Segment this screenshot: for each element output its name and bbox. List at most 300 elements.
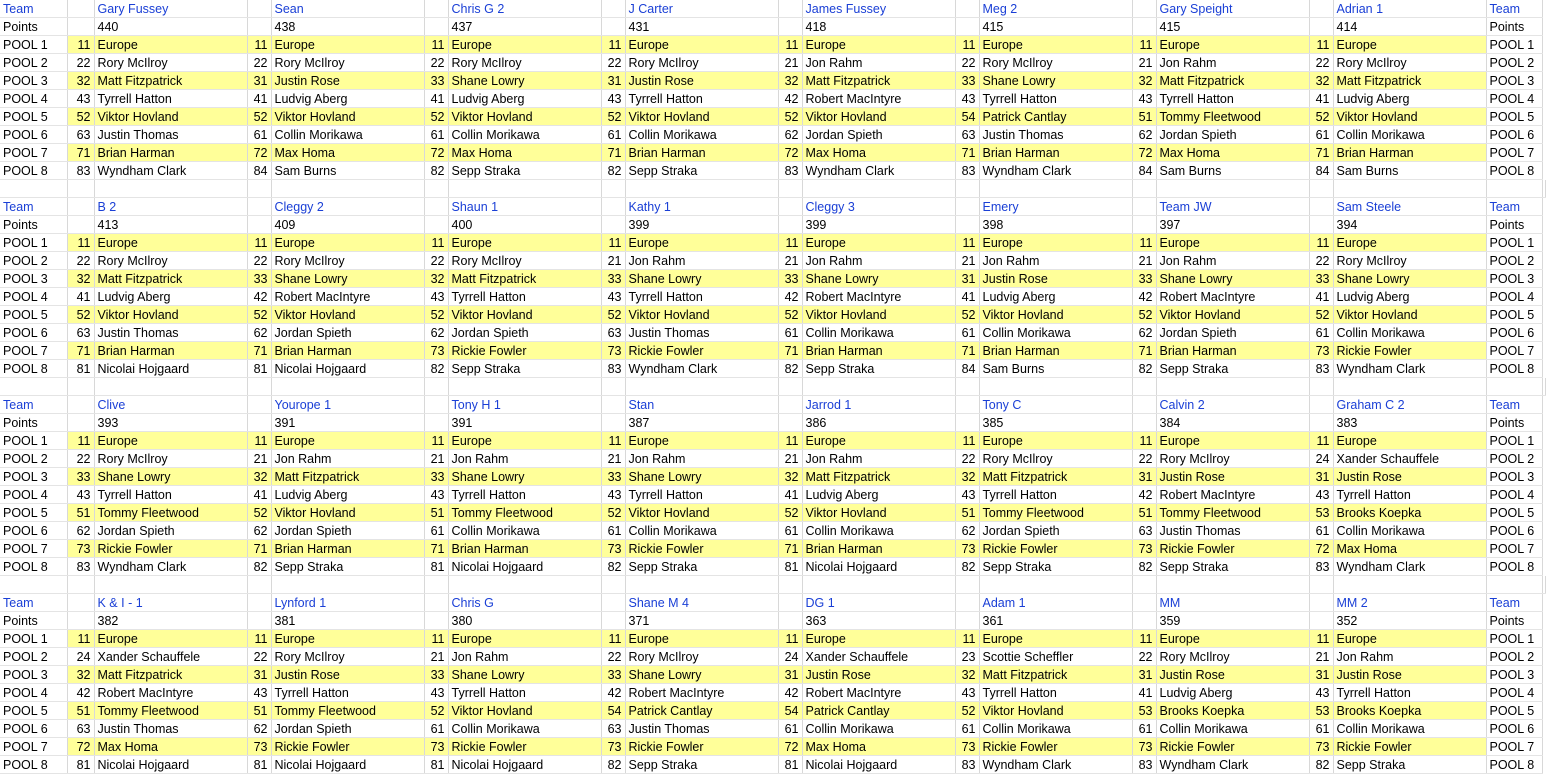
pool-label[interactable]: POOL 3 [0,270,67,288]
pick-name-cell[interactable]: Tyrrell Hatton [979,486,1132,504]
empty-cell[interactable] [1486,180,1542,198]
pick-code-cell[interactable]: 31 [1309,666,1333,684]
pick-name-cell[interactable]: Ludvig Aberg [271,90,424,108]
points-cell[interactable]: 359 [1156,612,1309,630]
pick-name-cell[interactable]: Viktor Hovland [448,702,601,720]
pick-name-cell[interactable]: Europe [1156,630,1309,648]
empty-cell[interactable] [601,216,625,234]
pick-name-cell[interactable]: Brian Harman [802,540,955,558]
pick-name-cell[interactable]: Sepp Straka [1333,756,1486,774]
team-name-cell[interactable]: Chris G [448,594,601,612]
pick-code-cell[interactable]: 33 [955,72,979,90]
empty-cell[interactable] [1542,180,1546,198]
points-cell[interactable]: 393 [94,414,247,432]
pick-code-cell[interactable]: 71 [67,342,94,360]
team-name-cell[interactable]: Adrian 1 [1333,0,1486,18]
pick-code-cell[interactable]: 11 [955,36,979,54]
team-name-cell[interactable]: Shane M 4 [625,594,778,612]
pick-code-cell[interactable]: 73 [1132,540,1156,558]
pick-name-cell[interactable]: Robert MacIntyre [271,288,424,306]
empty-cell[interactable] [1309,18,1333,36]
pick-name-cell[interactable]: Robert MacIntyre [802,684,955,702]
pick-code-cell[interactable]: 11 [778,630,802,648]
pick-name-cell[interactable]: Jordan Spieth [979,522,1132,540]
pick-code-cell[interactable]: 82 [424,162,448,180]
pick-code-cell[interactable]: 83 [67,558,94,576]
pool-label-right[interactable]: POOL 7 [1486,738,1542,756]
empty-cell[interactable] [955,612,979,630]
pick-name-cell[interactable]: Europe [625,630,778,648]
pick-name-cell[interactable]: Scottie Scheffler [979,648,1132,666]
pick-code-cell[interactable]: 61 [424,126,448,144]
pick-name-cell[interactable]: Robert MacIntyre [802,288,955,306]
row-label-team[interactable]: Team [0,0,67,18]
empty-cell[interactable] [778,216,802,234]
pick-name-cell[interactable]: Justin Thomas [94,720,247,738]
pick-code-cell[interactable]: 51 [1132,504,1156,522]
pick-code-cell[interactable]: 11 [778,36,802,54]
pick-code-cell[interactable]: 43 [424,684,448,702]
points-cell[interactable]: 371 [625,612,778,630]
empty-cell[interactable] [247,414,271,432]
pick-code-cell[interactable]: 82 [601,558,625,576]
pick-name-cell[interactable]: Tyrrell Hatton [1156,90,1309,108]
pick-name-cell[interactable]: Tommy Fleetwood [94,702,247,720]
pick-code-cell[interactable]: 82 [955,558,979,576]
empty-cell[interactable] [67,198,94,216]
pick-name-cell[interactable]: Patrick Cantlay [979,108,1132,126]
empty-cell[interactable] [1309,180,1333,198]
empty-cell[interactable] [0,180,67,198]
pool-label[interactable]: POOL 5 [0,108,67,126]
pick-name-cell[interactable]: Europe [94,432,247,450]
pick-name-cell[interactable]: Patrick Cantlay [802,702,955,720]
pick-name-cell[interactable]: Justin Thomas [979,126,1132,144]
pool-label-right[interactable]: POOL 5 [1486,702,1542,720]
pick-name-cell[interactable]: Robert MacIntyre [1156,288,1309,306]
empty-cell[interactable] [424,576,448,594]
empty-cell[interactable] [67,414,94,432]
pick-code-cell[interactable]: 11 [1309,234,1333,252]
pick-name-cell[interactable]: Europe [448,432,601,450]
empty-cell[interactable] [1542,576,1546,594]
empty-cell[interactable] [778,378,802,396]
pick-code-cell[interactable]: 52 [1132,306,1156,324]
pick-name-cell[interactable]: Sepp Straka [802,360,955,378]
pick-name-cell[interactable]: Collin Morikawa [979,720,1132,738]
pick-name-cell[interactable]: Collin Morikawa [802,522,955,540]
pick-code-cell[interactable]: 41 [247,90,271,108]
pick-name-cell[interactable]: Europe [271,234,424,252]
pool-label-right[interactable]: POOL 1 [1486,234,1542,252]
pick-code-cell[interactable]: 43 [601,486,625,504]
pick-name-cell[interactable]: Justin Rose [1333,468,1486,486]
pick-code-cell[interactable]: 32 [424,270,448,288]
empty-cell[interactable] [1309,612,1333,630]
pick-code-cell[interactable]: 84 [1309,162,1333,180]
pick-code-cell[interactable]: 61 [778,522,802,540]
pick-code-cell[interactable]: 31 [247,72,271,90]
empty-cell[interactable] [94,180,247,198]
pool-label-right[interactable]: POOL 6 [1486,126,1542,144]
pick-code-cell[interactable]: 43 [1132,90,1156,108]
pick-name-cell[interactable]: Jordan Spieth [94,522,247,540]
pick-name-cell[interactable]: Rickie Fowler [94,540,247,558]
pick-code-cell[interactable]: 31 [955,270,979,288]
pick-name-cell[interactable]: Max Homa [1156,144,1309,162]
pick-name-cell[interactable]: Sam Burns [271,162,424,180]
team-name-cell[interactable]: Calvin 2 [1156,396,1309,414]
pick-name-cell[interactable]: Justin Rose [802,666,955,684]
pick-code-cell[interactable]: 43 [424,486,448,504]
pick-code-cell[interactable]: 33 [601,666,625,684]
pick-name-cell[interactable]: Sepp Straka [625,558,778,576]
pick-name-cell[interactable]: Tyrrell Hatton [94,90,247,108]
empty-cell[interactable] [601,198,625,216]
pick-code-cell[interactable]: 73 [1309,738,1333,756]
empty-cell[interactable] [1132,612,1156,630]
pick-name-cell[interactable]: Europe [448,630,601,648]
pick-code-cell[interactable]: 22 [247,252,271,270]
empty-cell[interactable] [67,594,94,612]
pick-name-cell[interactable]: Patrick Cantlay [625,702,778,720]
pick-code-cell[interactable]: 63 [1132,522,1156,540]
pick-code-cell[interactable]: 83 [601,360,625,378]
pick-code-cell[interactable]: 21 [1132,252,1156,270]
pick-name-cell[interactable]: Wyndham Clark [802,162,955,180]
team-name-cell[interactable]: Tony H 1 [448,396,601,414]
pick-name-cell[interactable]: Collin Morikawa [271,126,424,144]
pick-code-cell[interactable]: 71 [955,144,979,162]
pick-name-cell[interactable]: Shane Lowry [625,270,778,288]
pick-code-cell[interactable]: 31 [247,666,271,684]
pick-code-cell[interactable]: 83 [67,162,94,180]
team-name-cell[interactable]: DG 1 [802,594,955,612]
pick-name-cell[interactable]: Rickie Fowler [448,342,601,360]
empty-cell[interactable] [94,378,247,396]
row-label-points[interactable]: Points [0,216,67,234]
pick-code-cell[interactable]: 61 [601,522,625,540]
pool-label-right[interactable]: POOL 4 [1486,90,1542,108]
pool-label-right[interactable]: POOL 5 [1486,108,1542,126]
team-name-cell[interactable]: B 2 [94,198,247,216]
pick-name-cell[interactable]: Wyndham Clark [979,162,1132,180]
pick-name-cell[interactable]: Collin Morikawa [1333,126,1486,144]
pick-code-cell[interactable]: 11 [955,234,979,252]
pick-code-cell[interactable]: 43 [67,486,94,504]
team-name-cell[interactable]: Lynford 1 [271,594,424,612]
points-cell[interactable]: 415 [1156,18,1309,36]
pick-name-cell[interactable]: Wyndham Clark [94,558,247,576]
pick-name-cell[interactable]: Collin Morikawa [448,720,601,738]
empty-cell[interactable] [1309,216,1333,234]
pool-label[interactable]: POOL 2 [0,450,67,468]
pick-name-cell[interactable]: Tyrrell Hatton [448,486,601,504]
pick-code-cell[interactable]: 54 [955,108,979,126]
team-name-cell[interactable]: James Fussey [802,0,955,18]
pick-name-cell[interactable]: Jordan Spieth [271,522,424,540]
empty-cell[interactable] [601,396,625,414]
pick-code-cell[interactable]: 52 [778,108,802,126]
empty-cell[interactable] [448,576,601,594]
pick-code-cell[interactable]: 73 [955,540,979,558]
pick-code-cell[interactable]: 41 [67,288,94,306]
pick-name-cell[interactable]: Brian Harman [94,144,247,162]
pool-label[interactable]: POOL 3 [0,666,67,684]
pick-name-cell[interactable]: Shane Lowry [625,666,778,684]
pick-code-cell[interactable]: 21 [601,450,625,468]
pick-name-cell[interactable]: Europe [802,36,955,54]
pool-label-right[interactable]: POOL 8 [1486,360,1542,378]
team-name-cell[interactable]: Jarrod 1 [802,396,955,414]
pick-name-cell[interactable]: Collin Morikawa [802,720,955,738]
pool-label[interactable]: POOL 2 [0,252,67,270]
empty-cell[interactable] [424,414,448,432]
pick-code-cell[interactable]: 11 [778,432,802,450]
empty-cell[interactable] [955,18,979,36]
pick-name-cell[interactable]: Jordan Spieth [1156,126,1309,144]
pick-code-cell[interactable]: 53 [1132,702,1156,720]
pool-label[interactable]: POOL 8 [0,162,67,180]
pool-label[interactable]: POOL 5 [0,702,67,720]
empty-cell[interactable] [955,180,979,198]
pick-code-cell[interactable]: 82 [247,558,271,576]
team-name-cell[interactable]: K & I - 1 [94,594,247,612]
pick-code-cell[interactable]: 11 [601,36,625,54]
pick-name-cell[interactable]: Tyrrell Hatton [94,486,247,504]
pick-code-cell[interactable]: 32 [1309,72,1333,90]
pick-code-cell[interactable]: 81 [424,756,448,774]
pick-code-cell[interactable]: 11 [67,36,94,54]
pick-name-cell[interactable]: Tyrrell Hatton [1333,486,1486,504]
pool-label-right[interactable]: POOL 2 [1486,252,1542,270]
pick-code-cell[interactable]: 32 [247,468,271,486]
pick-code-cell[interactable]: 62 [247,720,271,738]
pick-code-cell[interactable]: 21 [778,54,802,72]
points-cell[interactable]: 413 [94,216,247,234]
pick-name-cell[interactable]: Jordan Spieth [271,324,424,342]
pick-name-cell[interactable]: Rory McIlroy [271,648,424,666]
team-name-cell[interactable]: Graham C 2 [1333,396,1486,414]
pick-name-cell[interactable]: Matt Fitzpatrick [802,468,955,486]
pick-code-cell[interactable]: 11 [955,432,979,450]
pick-name-cell[interactable]: Viktor Hovland [625,306,778,324]
pool-label-right[interactable]: POOL 6 [1486,522,1542,540]
pick-name-cell[interactable]: Viktor Hovland [271,504,424,522]
pick-code-cell[interactable]: 61 [778,324,802,342]
pick-name-cell[interactable]: Viktor Hovland [94,108,247,126]
pick-name-cell[interactable]: Collin Morikawa [448,126,601,144]
empty-cell[interactable] [1132,378,1156,396]
empty-cell[interactable] [601,378,625,396]
points-cell[interactable]: 384 [1156,414,1309,432]
team-name-cell[interactable]: Stan [625,396,778,414]
empty-cell[interactable] [601,612,625,630]
pool-label-right[interactable]: POOL 1 [1486,432,1542,450]
pick-name-cell[interactable]: Justin Rose [271,72,424,90]
pick-code-cell[interactable]: 73 [601,540,625,558]
pick-name-cell[interactable]: Matt Fitzpatrick [94,666,247,684]
pick-name-cell[interactable]: Matt Fitzpatrick [1333,72,1486,90]
pick-name-cell[interactable]: Collin Morikawa [1333,324,1486,342]
pick-name-cell[interactable]: Justin Thomas [1156,522,1309,540]
pick-code-cell[interactable]: 63 [67,720,94,738]
empty-cell[interactable] [67,612,94,630]
empty-cell[interactable] [1132,0,1156,18]
pick-name-cell[interactable]: Rickie Fowler [1156,738,1309,756]
pick-code-cell[interactable]: 54 [778,702,802,720]
pool-label[interactable]: POOL 8 [0,558,67,576]
row-label-team-right[interactable]: Team [1486,396,1542,414]
pick-code-cell[interactable]: 73 [67,540,94,558]
pick-code-cell[interactable]: 21 [247,450,271,468]
pick-code-cell[interactable]: 52 [1309,108,1333,126]
pick-code-cell[interactable]: 33 [601,468,625,486]
pick-name-cell[interactable]: Europe [1156,432,1309,450]
team-name-cell[interactable]: Adam 1 [979,594,1132,612]
empty-cell[interactable] [1156,576,1309,594]
empty-cell[interactable] [601,180,625,198]
pick-code-cell[interactable]: 11 [424,432,448,450]
pick-code-cell[interactable]: 11 [67,432,94,450]
pick-name-cell[interactable]: Jon Rahm [802,54,955,72]
pick-code-cell[interactable]: 31 [778,666,802,684]
empty-cell[interactable] [1309,378,1333,396]
pick-code-cell[interactable]: 73 [601,342,625,360]
pick-code-cell[interactable]: 11 [67,234,94,252]
pick-code-cell[interactable]: 41 [247,486,271,504]
pick-name-cell[interactable]: Justin Thomas [625,720,778,738]
pick-name-cell[interactable]: Collin Morikawa [1333,720,1486,738]
pick-name-cell[interactable]: Max Homa [94,738,247,756]
pick-name-cell[interactable]: Viktor Hovland [802,108,955,126]
pool-label[interactable]: POOL 4 [0,288,67,306]
pick-name-cell[interactable]: Brian Harman [979,342,1132,360]
pick-code-cell[interactable]: 81 [247,756,271,774]
pick-name-cell[interactable]: Nicolai Hojgaard [448,558,601,576]
pick-code-cell[interactable]: 41 [955,288,979,306]
pick-code-cell[interactable]: 73 [1132,738,1156,756]
points-cell[interactable]: 415 [979,18,1132,36]
points-cell[interactable]: 400 [448,216,601,234]
pick-code-cell[interactable]: 73 [424,342,448,360]
team-name-cell[interactable]: Clive [94,396,247,414]
pick-code-cell[interactable]: 22 [1132,450,1156,468]
pick-code-cell[interactable]: 51 [955,504,979,522]
pick-code-cell[interactable]: 21 [424,450,448,468]
pick-code-cell[interactable]: 11 [1132,630,1156,648]
empty-cell[interactable] [1132,180,1156,198]
empty-cell[interactable] [955,576,979,594]
pick-code-cell[interactable]: 22 [1309,54,1333,72]
pick-code-cell[interactable]: 11 [247,36,271,54]
pick-code-cell[interactable]: 11 [247,630,271,648]
pick-name-cell[interactable]: Nicolai Hojgaard [271,360,424,378]
pick-code-cell[interactable]: 43 [955,486,979,504]
pick-name-cell[interactable]: Rory McIlroy [625,54,778,72]
pick-name-cell[interactable]: Rory McIlroy [271,252,424,270]
points-cell[interactable]: 440 [94,18,247,36]
pick-name-cell[interactable]: Ludvig Aberg [448,90,601,108]
pick-name-cell[interactable]: Rory McIlroy [625,648,778,666]
pick-name-cell[interactable]: Europe [1156,36,1309,54]
pick-code-cell[interactable]: 33 [1132,270,1156,288]
pick-name-cell[interactable]: Rory McIlroy [1333,252,1486,270]
empty-cell[interactable] [601,594,625,612]
pick-name-cell[interactable]: Sam Burns [1156,162,1309,180]
pool-label[interactable]: POOL 3 [0,468,67,486]
pick-name-cell[interactable]: Jon Rahm [979,252,1132,270]
empty-cell[interactable] [601,576,625,594]
pick-name-cell[interactable]: Viktor Hovland [94,306,247,324]
pool-label[interactable]: POOL 1 [0,234,67,252]
pick-name-cell[interactable]: Rory McIlroy [979,450,1132,468]
pick-code-cell[interactable]: 62 [67,522,94,540]
pick-code-cell[interactable]: 61 [1132,720,1156,738]
pick-code-cell[interactable]: 31 [601,72,625,90]
pick-code-cell[interactable]: 81 [247,360,271,378]
pick-name-cell[interactable]: Collin Morikawa [1156,720,1309,738]
pick-name-cell[interactable]: Rickie Fowler [625,342,778,360]
pick-code-cell[interactable]: 51 [424,504,448,522]
pick-code-cell[interactable]: 32 [67,270,94,288]
pool-label-right[interactable]: POOL 8 [1486,162,1542,180]
pick-name-cell[interactable]: Sepp Straka [625,756,778,774]
pick-code-cell[interactable]: 61 [601,126,625,144]
pick-code-cell[interactable]: 42 [1132,486,1156,504]
pick-name-cell[interactable]: Justin Rose [1156,666,1309,684]
pick-name-cell[interactable]: Rory McIlroy [448,54,601,72]
pick-name-cell[interactable]: Robert MacIntyre [1156,486,1309,504]
pick-name-cell[interactable]: Europe [979,630,1132,648]
pick-code-cell[interactable]: 52 [67,108,94,126]
pool-label[interactable]: POOL 6 [0,522,67,540]
pick-code-cell[interactable]: 32 [67,72,94,90]
pick-code-cell[interactable]: 22 [424,54,448,72]
pick-name-cell[interactable]: Tommy Fleetwood [448,504,601,522]
pool-label[interactable]: POOL 1 [0,630,67,648]
pick-name-cell[interactable]: Shane Lowry [979,72,1132,90]
empty-cell[interactable] [778,396,802,414]
pick-name-cell[interactable]: Europe [802,432,955,450]
pick-name-cell[interactable]: Tyrrell Hatton [979,684,1132,702]
pick-code-cell[interactable]: 52 [67,306,94,324]
pick-code-cell[interactable]: 83 [955,162,979,180]
pick-name-cell[interactable]: Robert MacIntyre [802,90,955,108]
pick-code-cell[interactable]: 72 [778,144,802,162]
pick-code-cell[interactable]: 11 [1132,234,1156,252]
pick-code-cell[interactable]: 33 [424,468,448,486]
pool-label[interactable]: POOL 7 [0,738,67,756]
pick-name-cell[interactable]: Europe [271,630,424,648]
pick-code-cell[interactable]: 52 [247,306,271,324]
pick-name-cell[interactable]: Jon Rahm [802,450,955,468]
empty-cell[interactable] [802,180,955,198]
pool-label-right[interactable]: POOL 2 [1486,54,1542,72]
team-name-cell[interactable]: Gary Fussey [94,0,247,18]
empty-cell[interactable] [67,0,94,18]
pick-name-cell[interactable]: Shane Lowry [1333,270,1486,288]
pick-code-cell[interactable]: 43 [67,90,94,108]
empty-cell[interactable] [424,216,448,234]
pick-name-cell[interactable]: Nicolai Hojgaard [94,360,247,378]
pick-name-cell[interactable]: Collin Morikawa [625,522,778,540]
empty-cell[interactable] [448,180,601,198]
pick-name-cell[interactable]: Viktor Hovland [448,108,601,126]
pick-name-cell[interactable]: Wyndham Clark [94,162,247,180]
pick-code-cell[interactable]: 11 [601,432,625,450]
pick-code-cell[interactable]: 62 [247,522,271,540]
